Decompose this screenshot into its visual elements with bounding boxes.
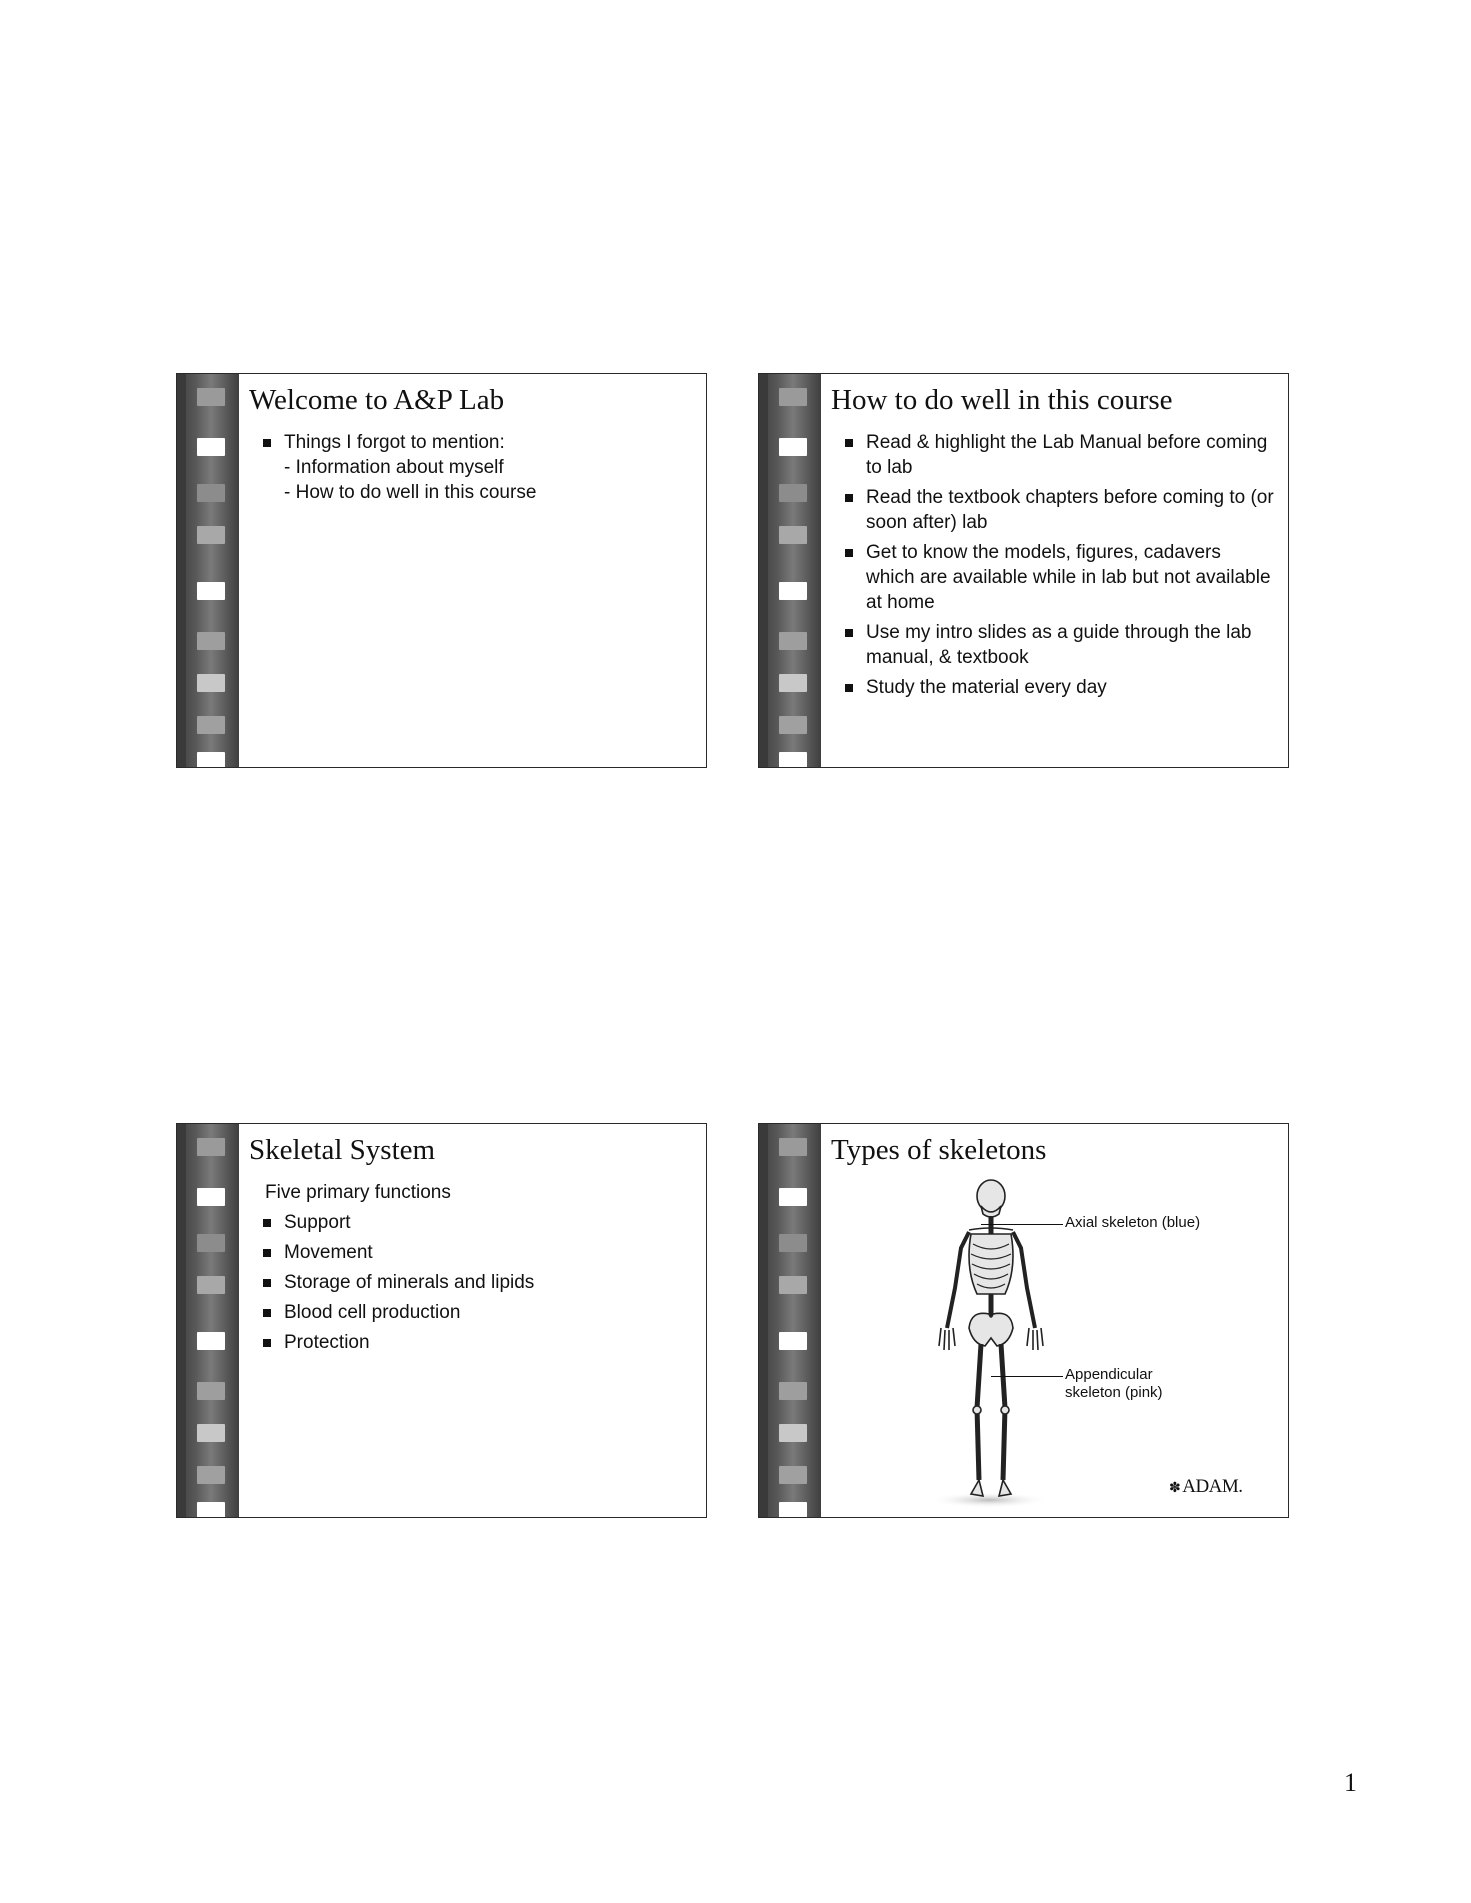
filmstrip-frame [779, 484, 807, 502]
filmstrip-decoration [759, 374, 821, 767]
list-item: Get to know the models, figures, cadavers which are available while in lab but not available at home [845, 540, 1274, 615]
list-item: Support [263, 1210, 692, 1235]
filmstrip-frame [779, 1234, 807, 1252]
page-number: 1 [1344, 1768, 1357, 1797]
appendicular-skeleton-label: Appendicular skeleton (pink) [1065, 1366, 1163, 1401]
filmstrip-frame [197, 1502, 225, 1518]
filmstrip-frame [197, 484, 225, 502]
filmstrip-frame [779, 1466, 807, 1484]
filmstrip-frame [197, 388, 225, 406]
filmstrip-frame [197, 1382, 225, 1400]
filmstrip-frame [197, 752, 225, 768]
list-item: Study the material every day [845, 675, 1274, 700]
filmstrip-frame [197, 1138, 225, 1156]
filmstrip-frame [779, 526, 807, 544]
adam-logo: ✽ ADAM. [1169, 1476, 1243, 1497]
square-bullet-icon [845, 629, 853, 637]
filmstrip-decoration [177, 1124, 239, 1517]
slide-welcome [176, 373, 707, 768]
intro-text: Five primary functions [265, 1182, 451, 1203]
square-bullet-icon [263, 1339, 271, 1347]
bullet-list [263, 430, 692, 510]
filmstrip-frame [197, 674, 225, 692]
filmstrip-frame [779, 438, 807, 456]
slide-skeletal-system [176, 1123, 707, 1518]
filmstrip-frame [197, 632, 225, 650]
list-item: Blood cell production [263, 1300, 692, 1325]
filmstrip-frame [197, 582, 225, 600]
filmstrip-frame [779, 716, 807, 734]
leader-line [991, 1376, 1063, 1377]
slide-title: Skeletal System [249, 1134, 436, 1166]
filmstrip-frame [197, 1466, 225, 1484]
sub-item: - How to do well in this course [284, 482, 537, 503]
filmstrip-frame [779, 674, 807, 692]
filmstrip-frame [779, 1138, 807, 1156]
square-bullet-icon [263, 1249, 271, 1257]
filmstrip-frame [779, 1382, 807, 1400]
filmstrip-edge [759, 374, 768, 767]
filmstrip-frame [779, 1276, 807, 1294]
filmstrip-decoration [177, 374, 239, 767]
bullet-list [263, 1210, 692, 1360]
list-item: Use my intro slides as a guide through the lab manual, & textbook [845, 620, 1274, 670]
filmstrip-frame [197, 1332, 225, 1350]
filmstrip-frame [779, 1502, 807, 1518]
filmstrip-frame [779, 1424, 807, 1442]
filmstrip-frame [197, 1188, 225, 1206]
filmstrip-frame [197, 1276, 225, 1294]
list-item: Storage of minerals and lipids [263, 1270, 692, 1295]
leader-line [981, 1224, 1063, 1225]
list-item: Things I forgot to mention: - Information about myself - How to do well in this course [263, 430, 692, 505]
list-item: Read the textbook chapters before coming to (or soon after) lab [845, 485, 1274, 535]
filmstrip-frame [197, 1234, 225, 1252]
square-bullet-icon [263, 1279, 271, 1287]
axial-skeleton-label: Axial skeleton (blue) [1065, 1214, 1201, 1231]
slide-title: Types of skeletons [831, 1134, 1047, 1166]
filmstrip-edge [177, 374, 186, 767]
slide-how-to-do-well [758, 373, 1289, 768]
square-bullet-icon [845, 684, 853, 692]
list-item: Movement [263, 1240, 692, 1265]
square-bullet-icon [845, 494, 853, 502]
square-bullet-icon [263, 1309, 271, 1317]
filmstrip-frame [779, 582, 807, 600]
filmstrip-frame [779, 1188, 807, 1206]
sub-item: - Information about myself [284, 457, 504, 478]
square-bullet-icon [263, 439, 271, 447]
list-item: Protection [263, 1330, 692, 1355]
filmstrip-frame [779, 632, 807, 650]
filmstrip-frame [779, 388, 807, 406]
filmstrip-frame [197, 716, 225, 734]
slide-title: How to do well in this course [831, 384, 1173, 416]
square-bullet-icon [263, 1219, 271, 1227]
filmstrip-frame [197, 526, 225, 544]
slide-title: Welcome to A&P Lab [249, 384, 505, 416]
list-item: Read & highlight the Lab Manual before coming to lab [845, 430, 1274, 480]
filmstrip-frame [197, 1424, 225, 1442]
filmstrip-frame [197, 438, 225, 456]
filmstrip-frame [779, 752, 807, 768]
slide-types-of-skeletons [758, 1123, 1289, 1518]
square-bullet-icon [845, 549, 853, 557]
filmstrip-edge [759, 1124, 768, 1517]
bullet-list [845, 430, 1274, 705]
filmstrip-edge [177, 1124, 186, 1517]
square-bullet-icon [845, 439, 853, 447]
adam-mark-icon: ✽ [1169, 1481, 1181, 1496]
filmstrip-frame [779, 1332, 807, 1350]
filmstrip-decoration [759, 1124, 821, 1517]
